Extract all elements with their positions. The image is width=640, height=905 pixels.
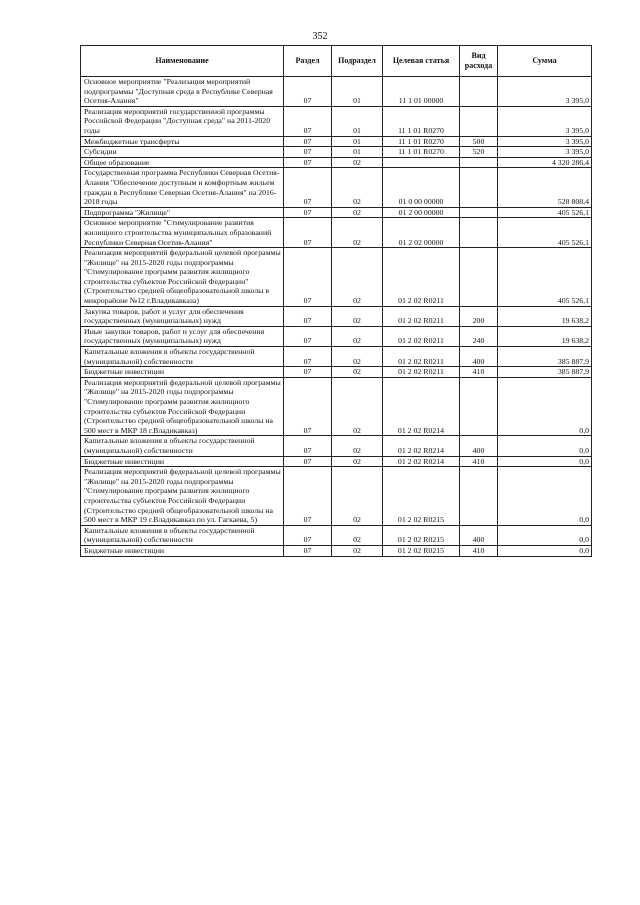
table-row bbox=[81, 326, 592, 346]
page-number: 352 bbox=[312, 31, 328, 42]
cell-podrazdel: 02 bbox=[332, 467, 383, 526]
cell-podrazdel: 02 bbox=[332, 326, 383, 346]
cell-vid: 500 bbox=[460, 136, 498, 147]
cell-sum: 0,0 bbox=[498, 545, 592, 556]
cell-vid: 400 bbox=[460, 525, 498, 545]
cell-vid bbox=[460, 377, 498, 436]
header-row bbox=[81, 46, 592, 77]
cell-sum: 3 395,0 bbox=[498, 106, 592, 136]
cell-vid bbox=[460, 207, 498, 218]
cell-target: 11 1 01 R0270 bbox=[383, 136, 460, 147]
table-body bbox=[81, 77, 592, 557]
cell-target: 01 2 02 R0211 bbox=[383, 347, 460, 367]
cell-name: Капитальные вложения в объекты государственной (муниципальной) собственности bbox=[81, 525, 284, 545]
cell-target: 01 0 00 00000 bbox=[383, 168, 460, 207]
cell-name: Общее образование bbox=[81, 157, 284, 168]
cell-vid bbox=[460, 218, 498, 248]
table-row bbox=[81, 136, 592, 147]
cell-target: 11 1 01 R0270 bbox=[383, 147, 460, 158]
cell-target: 01 2 02 R0211 bbox=[383, 306, 460, 326]
cell-podrazdel: 02 bbox=[332, 456, 383, 467]
cell-vid bbox=[460, 77, 498, 107]
cell-razdel: 07 bbox=[284, 347, 332, 367]
cell-sum: 385 887,9 bbox=[498, 367, 592, 378]
header-podrazdel: Подраздел bbox=[332, 46, 383, 77]
table-row bbox=[81, 147, 592, 158]
cell-razdel: 07 bbox=[284, 545, 332, 556]
cell-name: Бюджетные инвестиции bbox=[81, 456, 284, 467]
cell-podrazdel: 02 bbox=[332, 207, 383, 218]
table-row bbox=[81, 218, 592, 248]
cell-name: Закупка товаров, работ и услуг для обеспечения государственных (муниципальных) нужд bbox=[81, 306, 284, 326]
cell-vid bbox=[460, 157, 498, 168]
cell-razdel: 07 bbox=[284, 436, 332, 456]
cell-name: Государственная программа Республики Северная Осетия-Алания "Обеспечение доступным и комфортным жильем граждан в Республике Северная Осетия-Алания" на 2016-2018 годы bbox=[81, 168, 284, 207]
table-row bbox=[81, 168, 592, 207]
cell-sum: 385 887,9 bbox=[498, 347, 592, 367]
cell-razdel: 07 bbox=[284, 218, 332, 248]
cell-podrazdel: 01 bbox=[332, 106, 383, 136]
header-razdel: Раздел bbox=[284, 46, 332, 77]
table-row bbox=[81, 545, 592, 556]
table-row bbox=[81, 467, 592, 526]
cell-sum: 3 395,0 bbox=[498, 147, 592, 158]
cell-podrazdel: 02 bbox=[332, 545, 383, 556]
cell-vid bbox=[460, 168, 498, 207]
table-row bbox=[81, 347, 592, 367]
cell-sum: 528 808,4 bbox=[498, 168, 592, 207]
cell-razdel: 07 bbox=[284, 106, 332, 136]
cell-target: 01 2 02 R0214 bbox=[383, 436, 460, 456]
table-row bbox=[81, 367, 592, 378]
cell-razdel: 07 bbox=[284, 136, 332, 147]
cell-podrazdel: 02 bbox=[332, 157, 383, 168]
table-row bbox=[81, 377, 592, 436]
cell-target: 11 1 01 00000 bbox=[383, 77, 460, 107]
cell-name: Иные закупки товаров, работ и услуг для обеспечения государственных (муниципальных) нужд bbox=[81, 326, 284, 346]
cell-sum: 405 526,1 bbox=[498, 207, 592, 218]
cell-vid: 410 bbox=[460, 456, 498, 467]
table-row bbox=[81, 207, 592, 218]
cell-podrazdel: 01 bbox=[332, 136, 383, 147]
cell-razdel: 07 bbox=[284, 306, 332, 326]
cell-name: Подпрограмма "Жилище" bbox=[81, 207, 284, 218]
cell-target: 01 2 02 00000 bbox=[383, 218, 460, 248]
cell-razdel: 07 bbox=[284, 367, 332, 378]
cell-name: Основное мероприятие "Стимулирование развития жилищного строительства муниципальных образований Республики Северная Осетия-Алания" bbox=[81, 218, 284, 248]
cell-podrazdel: 01 bbox=[332, 77, 383, 107]
cell-name: Бюджетные инвестиции bbox=[81, 367, 284, 378]
table-row bbox=[81, 106, 592, 136]
cell-razdel: 07 bbox=[284, 467, 332, 526]
cell-name: Бюджетные инвестиции bbox=[81, 545, 284, 556]
cell-sum: 0,0 bbox=[498, 377, 592, 436]
cell-razdel: 07 bbox=[284, 326, 332, 346]
cell-target: 01 2 02 R0211 bbox=[383, 367, 460, 378]
cell-vid: 410 bbox=[460, 545, 498, 556]
cell-podrazdel: 02 bbox=[332, 436, 383, 456]
cell-sum: 3 395,0 bbox=[498, 136, 592, 147]
cell-vid: 400 bbox=[460, 436, 498, 456]
table-row bbox=[81, 456, 592, 467]
cell-podrazdel: 02 bbox=[332, 248, 383, 307]
budget-table bbox=[80, 45, 592, 557]
table-row bbox=[81, 248, 592, 307]
cell-vid: 400 bbox=[460, 347, 498, 367]
cell-podrazdel: 02 bbox=[332, 347, 383, 367]
cell-sum: 0,0 bbox=[498, 456, 592, 467]
cell-name: Реализация мероприятий федеральной целевой программы "Жилище" на 2015-2020 годы подпрограммы "Стимулирование программ развития жилищного строительства субъектов Российской Федерации (Строительство средней общеобразовательной школы на 500 мест в МКР 19 г.Владикавказ по ул. Гагкаева, 5) bbox=[81, 467, 284, 526]
cell-razdel: 07 bbox=[284, 147, 332, 158]
cell-razdel: 07 bbox=[284, 157, 332, 168]
cell-razdel: 07 bbox=[284, 248, 332, 307]
cell-podrazdel: 02 bbox=[332, 525, 383, 545]
cell-sum: 405 526,1 bbox=[498, 218, 592, 248]
cell-razdel: 07 bbox=[284, 525, 332, 545]
cell-vid bbox=[460, 467, 498, 526]
cell-sum: 0,0 bbox=[498, 436, 592, 456]
cell-podrazdel: 01 bbox=[332, 147, 383, 158]
cell-vid: 200 bbox=[460, 306, 498, 326]
cell-sum: 3 395,0 bbox=[498, 77, 592, 107]
cell-razdel: 07 bbox=[284, 207, 332, 218]
cell-name: Реализация мероприятий федеральной целевой программы "Жилище" на 2015-2020 годы подпрограммы "Стимулирование программ развития жилищного строительства субъектов Российской Федерации" (Строительство средней общеобразовательной школы в микрорайоне №12 г.Владикавказа) bbox=[81, 248, 284, 307]
cell-sum: 0,0 bbox=[498, 467, 592, 526]
cell-podrazdel: 02 bbox=[332, 218, 383, 248]
cell-razdel: 07 bbox=[284, 77, 332, 107]
cell-name: Реализация мероприятий государственной программы Российской Федерации "Доступная среда" на 2011-2020 годы bbox=[81, 106, 284, 136]
cell-name: Субсидии bbox=[81, 147, 284, 158]
cell-target: 01 2 00 00000 bbox=[383, 207, 460, 218]
table-row bbox=[81, 436, 592, 456]
cell-name: Капитальные вложения в объекты государственной (муниципальной) собственности bbox=[81, 436, 284, 456]
cell-target: 01 2 02 R0215 bbox=[383, 545, 460, 556]
cell-sum: 0,0 bbox=[498, 525, 592, 545]
cell-vid: 410 bbox=[460, 367, 498, 378]
cell-sum: 405 526,1 bbox=[498, 248, 592, 307]
cell-vid bbox=[460, 106, 498, 136]
header-sum: Сумма bbox=[498, 46, 592, 77]
cell-podrazdel: 02 bbox=[332, 168, 383, 207]
cell-target: 01 2 02 R0215 bbox=[383, 467, 460, 526]
table-row bbox=[81, 157, 592, 168]
cell-sum: 19 638,2 bbox=[498, 306, 592, 326]
header-name: Наименование bbox=[81, 46, 284, 77]
cell-podrazdel: 02 bbox=[332, 367, 383, 378]
cell-vid bbox=[460, 248, 498, 307]
cell-target bbox=[383, 157, 460, 168]
cell-podrazdel: 02 bbox=[332, 377, 383, 436]
cell-target: 11 1 01 R0270 bbox=[383, 106, 460, 136]
cell-sum: 19 638,2 bbox=[498, 326, 592, 346]
cell-razdel: 07 bbox=[284, 168, 332, 207]
cell-target: 01 2 02 R0211 bbox=[383, 326, 460, 346]
cell-name: Реализация мероприятий федеральной целевой программы "Жилище" на 2015-2020 годы подпрограммы "Стимулирование программ развития жилищного строительства субъектов Российской Федерации (Строительство средней общеобразовательной школы на 500 мест в МКР 18 г.Владикавказ) bbox=[81, 377, 284, 436]
cell-vid: 240 bbox=[460, 326, 498, 346]
cell-target: 01 2 02 R0214 bbox=[383, 377, 460, 436]
cell-name: Капитальные вложения в объекты государственной (муниципальной) собственности bbox=[81, 347, 284, 367]
cell-target: 01 2 02 R0215 bbox=[383, 525, 460, 545]
cell-name: Межбюджетные трансферты bbox=[81, 136, 284, 147]
table-row bbox=[81, 77, 592, 107]
cell-sum: 4 320 286,4 bbox=[498, 157, 592, 168]
cell-vid: 520 bbox=[460, 147, 498, 158]
cell-target: 01 2 02 R0214 bbox=[383, 456, 460, 467]
cell-razdel: 07 bbox=[284, 377, 332, 436]
table-row bbox=[81, 306, 592, 326]
cell-razdel: 07 bbox=[284, 456, 332, 467]
table-row bbox=[81, 525, 592, 545]
table-header bbox=[81, 46, 592, 77]
cell-target: 01 2 02 R0211 bbox=[383, 248, 460, 307]
header-target: Целевая статья bbox=[383, 46, 460, 77]
header-vid: Вид расхода bbox=[460, 46, 498, 77]
cell-podrazdel: 02 bbox=[332, 306, 383, 326]
cell-name: Основное мероприятие "Реализация мероприятий подпрограммы "Доступная среда в Республике Северная Осетия-Алания" bbox=[81, 77, 284, 107]
